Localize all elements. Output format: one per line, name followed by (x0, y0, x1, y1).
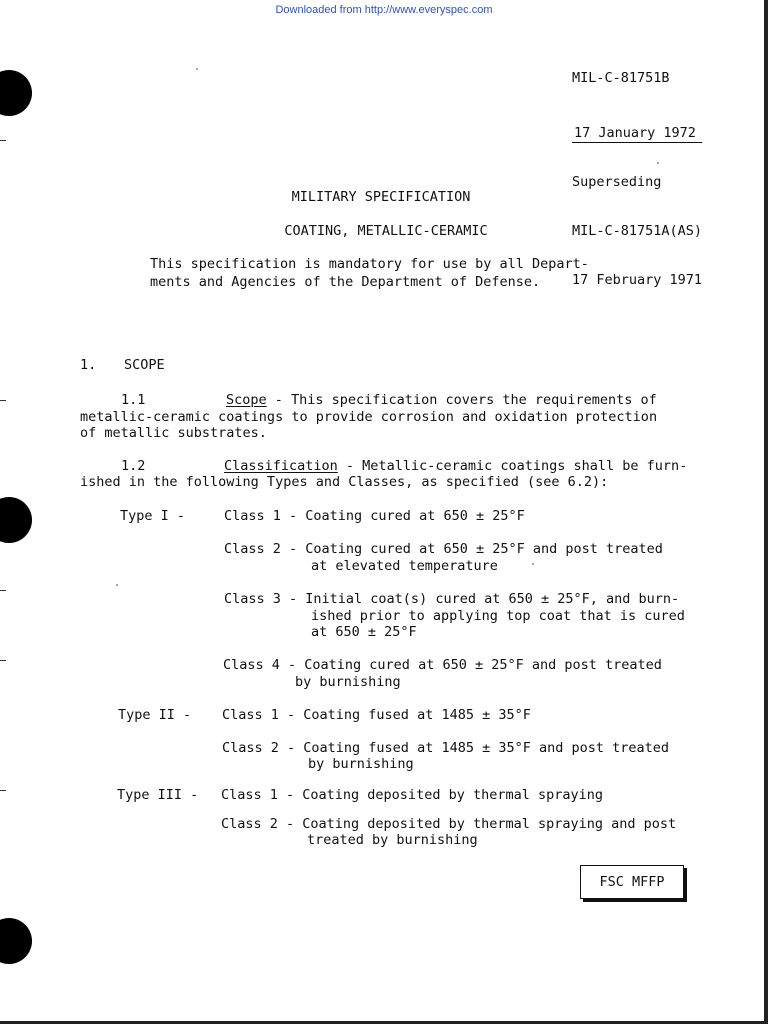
type-2-class-1: Class 1 - Coating fused at 1485 ± 35°F (222, 707, 531, 723)
paragraph-1-2-line-1 (224, 458, 687, 474)
type-2-label: Type II - (118, 707, 192, 723)
scope-text: - This specification covers the requirements of (266, 392, 657, 408)
type-2-class-2-line-1: Class 2 - Coating fused at 1485 ± 35°F and post treated (222, 740, 670, 756)
type-1-class-2-line-1: Class 2 - Coating cured at 650 ± 25°F and post treated (224, 541, 663, 557)
scope-title: Scope (226, 392, 267, 408)
edge-mark (0, 140, 6, 141)
superseded-number: MIL-C-81751A(AS) (572, 223, 703, 239)
edge-mark (0, 660, 6, 661)
superseded-date: 17 February 1971 (572, 272, 703, 288)
doc-subtitle: COATING, METALLIC-CERAMIC (284, 223, 488, 239)
edge-mark (0, 400, 6, 401)
paragraph-1-1-line-3: of metallic substrates. (80, 425, 267, 441)
punch-hole-middle (0, 497, 32, 543)
type-1-class-4-line-2: by burnishing (295, 674, 401, 690)
spec-number: MIL-C-81751B (572, 70, 670, 86)
paragraph-number-1-2: 1.2 (121, 458, 146, 474)
type-3-class-2-line-1: Class 2 - Coating deposited by thermal spraying and post (221, 816, 677, 832)
paragraph-1-1-line-2: metallic-ceramic coatings to provide corrosion and oxidation protection (80, 409, 658, 425)
mandatory-line-2: ments and Agencies of the Department of Defense. (150, 274, 541, 290)
section-number: 1. (80, 357, 97, 373)
spec-date: 17 January 1972 (572, 125, 702, 143)
edge-mark (0, 790, 6, 791)
mandatory-line-1: This specification is mandatory for use by all Depart- (150, 256, 589, 272)
doc-title: MILITARY SPECIFICATION (291, 189, 471, 205)
spec-header (572, 38, 732, 321)
edge-mark (0, 590, 6, 591)
scan-speck (196, 68, 198, 70)
fsc-box (580, 865, 684, 899)
type-1-label: Type I - (120, 508, 186, 524)
type-1-class-3-line-1: Class 3 - Initial coat(s) cured at 650 ± 25°F, and burn- (224, 591, 680, 607)
classification-text: - Metallic-ceramic coatings shall be furn- (337, 458, 688, 474)
type-3-class-1: Class 1 - Coating deposited by thermal spraying (221, 787, 604, 803)
type-1-class-4-line-1: Class 4 - Coating cured at 650 ± 25°F and post treated (223, 657, 662, 673)
paragraph-number-1-1: 1.1 (121, 392, 146, 408)
type-1-class-2-line-2: at elevated temperature (311, 558, 498, 574)
paragraph-1-2-line-2: ished in the following Types and Classes, as specified (see 6.2): (80, 474, 609, 490)
type-1-class-3-line-2: ished prior to applying top coat that is cured (311, 608, 685, 624)
type-1-class-1: Class 1 - Coating cured at 650 ± 25°F (224, 508, 525, 524)
paragraph-1-1-line-1 (226, 392, 657, 408)
download-banner[interactable]: Downloaded from http://www.everyspec.com (275, 4, 493, 16)
type-3-class-2-line-2: treated by burnishing (307, 832, 478, 848)
section-heading: SCOPE (124, 357, 165, 373)
classification-title: Classification (224, 458, 338, 474)
scan-speck (116, 584, 118, 586)
punch-hole-top (0, 70, 32, 116)
punch-hole-bottom (0, 918, 32, 964)
type-2-class-2-line-2: by burnishing (308, 756, 414, 772)
superseding-label: Superseding (572, 174, 662, 190)
scan-speck (532, 563, 534, 565)
scan-edge-right (764, 0, 768, 1024)
type-1-class-3-line-3: at 650 ± 25°F (311, 624, 417, 640)
type-3-label: Type III - (117, 787, 199, 803)
fsc-code: FSC MFFP (599, 874, 665, 890)
